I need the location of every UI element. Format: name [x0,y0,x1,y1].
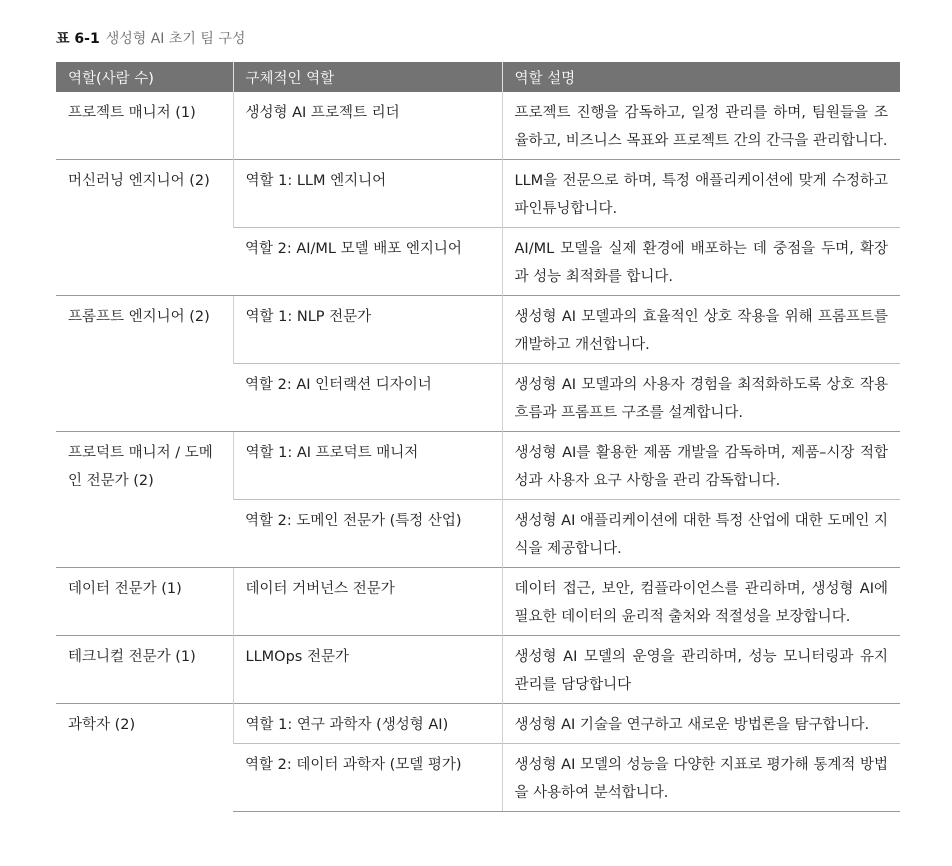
subrole-desc-cell: 생성형 AI 모델과의 효율적인 상호 작용을 위해 프롬프트를 개발하고 개선합니다. [502,296,900,364]
table-row [56,92,900,160]
subrole-title-cell: 생성형 AI 프로젝트 리더 [233,92,502,160]
table-row [56,568,900,636]
role-cell: 프로덕트 매니저 / 도메인 전문가 (2) [56,432,233,568]
role-cell: 머신러닝 엔지니어 (2) [56,160,233,296]
subrole-desc-cell: LLM을 전문으로 하며, 특정 애플리케이션에 맞게 수정하고 파인튜닝합니다. [502,160,900,228]
team-composition-table [56,62,900,812]
table-caption [56,28,245,48]
subrole-title-cell: 역할 1: NLP 전문가 [233,296,502,364]
header-description: 역할 설명 [502,62,900,92]
subrole-title-cell: 데이터 거버넌스 전문가 [233,568,502,636]
subrole-title-cell: LLMOps 전문가 [233,636,502,704]
subrole-desc-cell: 생성형 AI 모델과의 사용자 경험을 최적화하도록 상호 작용 흐름과 프롬프트 구조를 설계합니다. [502,364,900,432]
subrole-title-cell: 역할 2: AI/ML 모델 배포 엔지니어 [233,228,502,296]
subrole-title-cell: 역할 2: 도메인 전문가 (특정 산업) [233,500,502,568]
table-title: 생성형 AI 초기 팀 구성 [105,31,246,47]
table-body [56,92,900,812]
subrole-desc-cell: 생성형 AI 모델의 성능을 다양한 지표로 평가해 통계적 방법을 사용하여 분석합니다. [502,744,900,812]
subrole-desc-cell: 생성형 AI를 활용한 제품 개발을 감독하며, 제품–시장 적합성과 사용자 요구 사항을 관리 감독합니다. [502,432,900,500]
role-cell: 프로젝트 매니저 (1) [68,105,196,121]
header-role: 역할(사람 수) [56,62,233,92]
subrole-desc-cell: 생성형 AI 기술을 연구하고 새로운 방법론을 탐구합니다. [502,704,900,744]
subrole-title-cell: 역할 2: 데이터 과학자 (모델 평가) [233,744,502,812]
role-cell: 테크니컬 전문가 (1) [56,636,233,704]
subrole-title-cell: 역할 2: AI 인터랙션 디자이너 [233,364,502,432]
subrole-desc-cell: 생성형 AI 애플리케이션에 대한 특정 산업에 대한 도메인 지식을 제공합니다. [502,500,900,568]
header-specific-role: 구체적인 역할 [233,62,502,92]
table-number: 표 6-1 [56,31,100,47]
subrole-desc-cell: 프로젝트 진행을 감독하고, 일정 관리를 하며, 팀원들을 조율하고, 비즈니스 목표와 프로젝트 간의 간극을 관리합니다. [502,92,900,160]
subrole-title-cell: 역할 1: AI 프로덕트 매니저 [233,432,502,500]
header-row [56,62,900,92]
role-cell: 과학자 (2) [56,704,233,812]
role-cell: 프롬프트 엔지니어 (2) [56,296,233,432]
subrole-desc-cell: AI/ML 모델을 실제 환경에 배포하는 데 중점을 두며, 확장과 성능 최적화를 합니다. [502,228,900,296]
table-row [56,636,900,704]
subrole-desc-cell: 생성형 AI 모델의 운영을 관리하며, 성능 모니터링과 유지 관리를 담당합니다 [502,636,900,704]
subrole-title-cell: 역할 1: LLM 엔지니어 [233,160,502,228]
table-row [56,160,900,228]
table-row [56,296,900,364]
table-row [56,432,900,500]
subrole-title-cell: 역할 1: 연구 과학자 (생성형 AI) [233,704,502,744]
subrole-desc-cell: 데이터 접근, 보안, 컴플라이언스를 관리하며, 생성형 AI에 필요한 데이터의 윤리적 출처와 적절성을 보장합니다. [502,568,900,636]
role-cell: 데이터 전문가 (1) [56,568,233,636]
table-row [56,704,900,744]
